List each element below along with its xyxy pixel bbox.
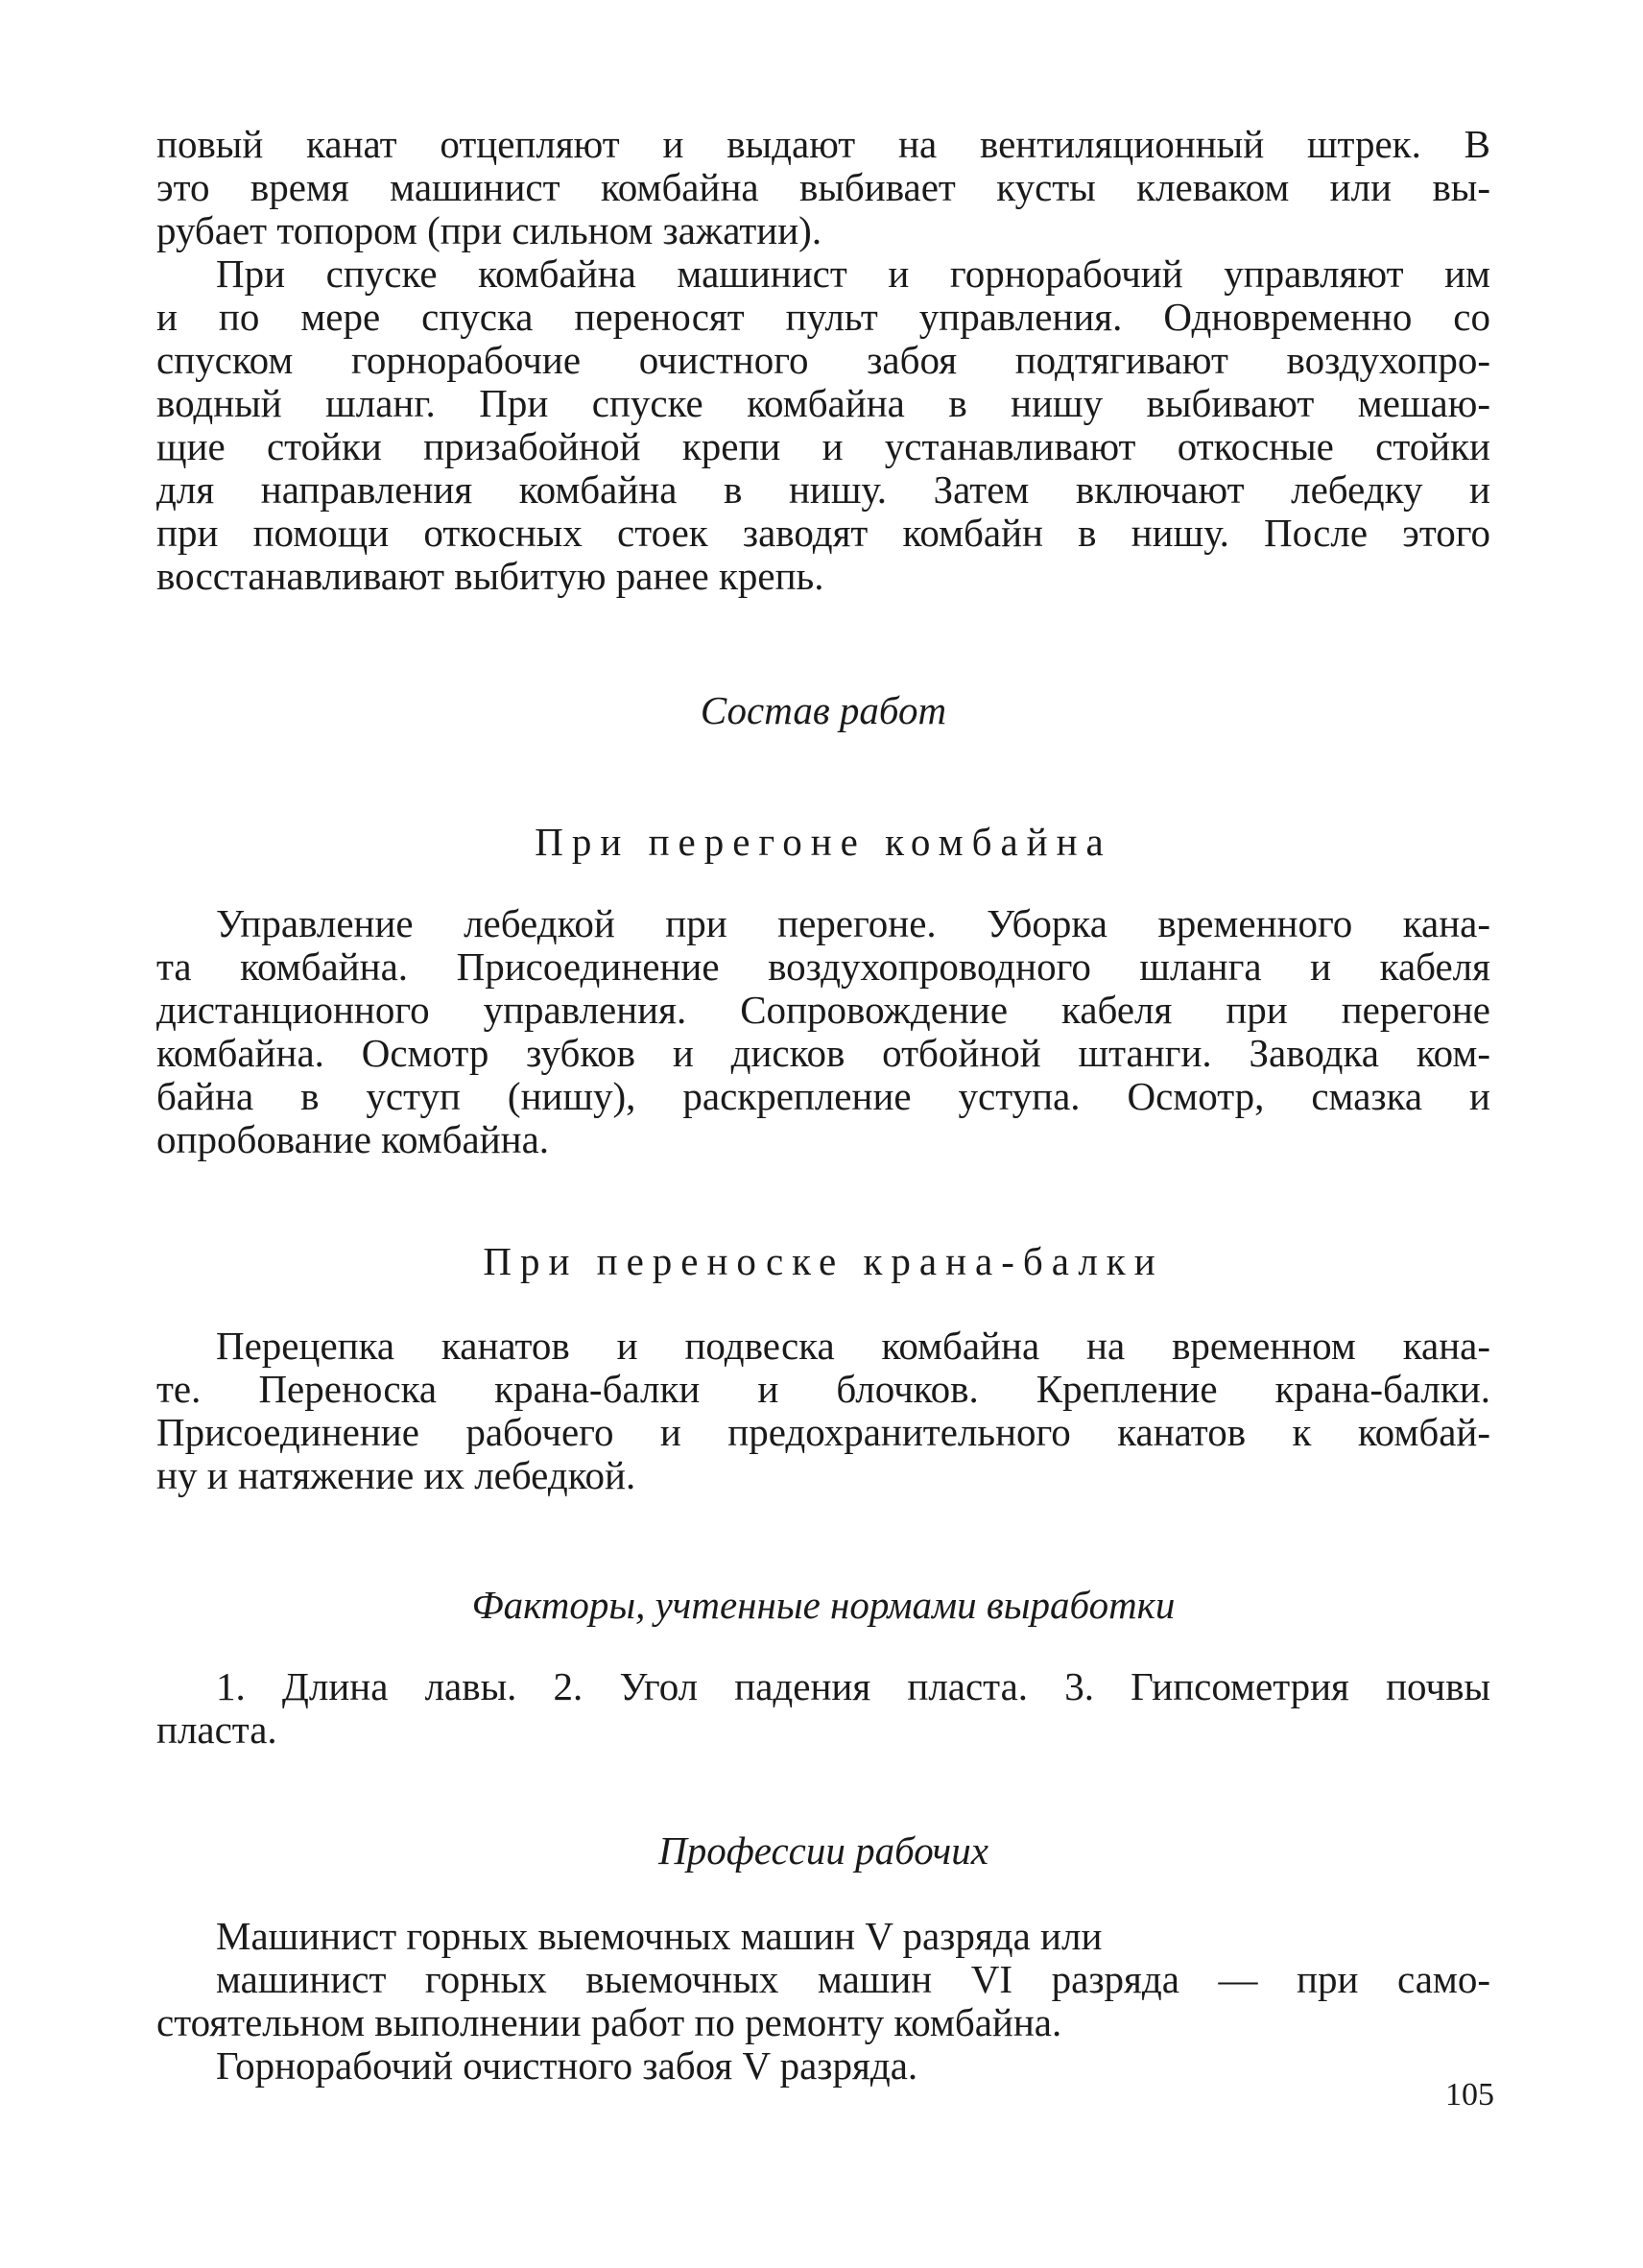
text-line: Присоединение рабочего и предохранительного канатов к комбай- (156, 1410, 1490, 1454)
professions-paragraph (156, 1915, 1490, 2088)
text-line: ну и натяжение их лебедкой. (156, 1453, 636, 1497)
page-number: 105 (1445, 2077, 1494, 2113)
text-line: спуском горнорабочие очистного забоя подтягивают воздухопро- (156, 338, 1490, 382)
text-line: это время машинист комбайна выбивает кусты клеваком или вы- (156, 165, 1490, 209)
text-line: те. Переноска крана-балки и блочков. Крепление крана-балки. (156, 1367, 1490, 1411)
text-line: 1. Длина лавы. 2. Угол падения пласта. 3. Гипсометрия почвы (216, 1664, 1490, 1708)
text-line: щие стойки призабойной крепи и устанавливают откосные стойки (156, 424, 1490, 468)
text-line: машинист горных выемочных машин VI разряда — при само- (216, 1957, 1490, 2001)
text-line: при помощи откосных стоек заводят комбайн в нишу. После этого (156, 511, 1490, 555)
text-line: водный шланг. При спуске комбайна в нишу выбивают мешаю- (156, 381, 1490, 425)
text-line: дистанционного управления. Сопровождение кабеля при перегоне (156, 988, 1490, 1032)
text-line: байна в уступ (нишу), раскрепление уступа. Осмотр, смазка и (156, 1074, 1490, 1118)
text-line: та комбайна. Присоединение воздухопроводного шланга и кабеля (156, 944, 1490, 989)
intro-paragraph (156, 123, 1490, 598)
text-line: опробование комбайна. (156, 1117, 550, 1161)
text-line: рубает топором (при сильном зажатии). (156, 208, 822, 252)
text-line: комбайна. Осмотр зубков и дисков отбойной штанги. Заводка ком- (156, 1031, 1490, 1075)
text-line: Горнорабочий очистного забоя V разряда. (216, 2043, 918, 2088)
text-line: Управление лебедкой при перегоне. Уборка временного кана- (216, 901, 1490, 945)
crane-paragraph (156, 1325, 1490, 1497)
subsection-heading-crane: При переноске крана-балки (483, 1239, 1164, 1283)
text-line: для направления комбайна в нишу. Затем включают лебедку и (156, 467, 1490, 512)
text-line: Перецепка канатов и подвеска комбайна на временном кана- (216, 1324, 1490, 1368)
transfer-paragraph (156, 902, 1490, 1161)
section-title-composition: Состав работ (700, 688, 947, 732)
subsection-heading-transfer: При перегоне комбайна (535, 820, 1112, 864)
text-line: восстанавливают выбитую ранее крепь. (156, 554, 824, 598)
section-title-factors: Факторы, учтенные нормами выработки (471, 1583, 1176, 1627)
text-line: стоятельном выполнении работ по ремонту комбайна. (156, 2000, 1062, 2044)
text-line: При спуске комбайна машинист и горнорабочий управляют им (216, 251, 1490, 296)
text-line: пласта. (156, 1707, 277, 1752)
section-title-professions: Профессии рабочих (658, 1828, 988, 1873)
factors-paragraph (156, 1665, 1490, 1752)
text-line: повый канат отцепляют и выдают на вентиляционный штрек. В (156, 122, 1490, 166)
text-line: и по мере спуска переносят пульт управления. Одновременно со (156, 295, 1490, 339)
text-line: Машинист горных выемочных машин V разряда или (216, 1914, 1103, 1958)
